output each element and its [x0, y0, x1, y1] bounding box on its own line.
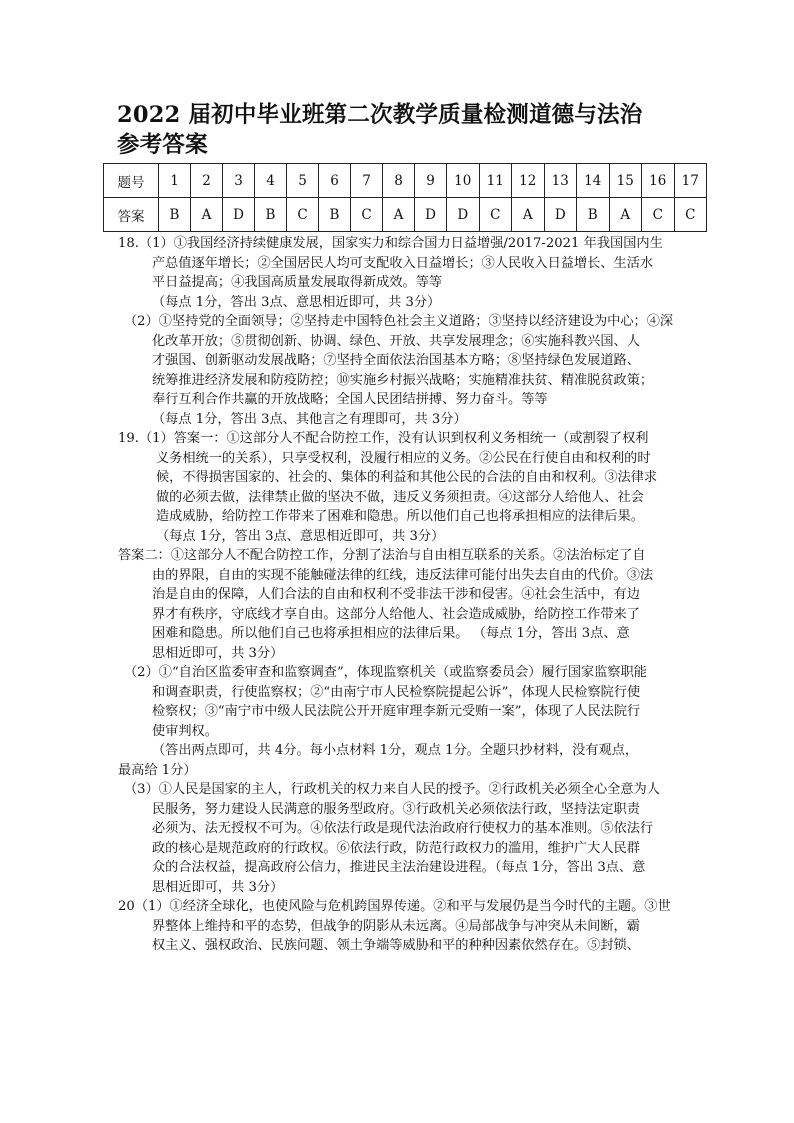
table-cell: D: [544, 198, 577, 232]
table-cell: 5: [287, 164, 319, 198]
table-cell: B: [319, 198, 351, 232]
text-line: 检察权；③“南宁市中级人民法院公开开庭审理李新元受贿一案”，体现了人民法院行: [152, 704, 641, 719]
text-line: 义务相统一的关系），只享受权利，没履行相应的义务。②公民在行使自由和权利的时: [156, 450, 651, 466]
table-cell: 9: [415, 164, 447, 198]
table-cell: B: [159, 198, 191, 232]
table-cell: 15: [609, 164, 642, 198]
text-line: 做的必须去做，法律禁止做的坚决不做，违反义务须担责。④这部分人给他人、社会: [156, 489, 644, 505]
text-line: 化改革开放；⑤贯彻创新、协调、绿色、开放、共享发展理念；⑥实施科教兴国、人: [152, 333, 640, 349]
table-cell: A: [383, 198, 415, 232]
row-header-answer: 答案: [104, 198, 159, 232]
text-line: 才强国、创新驱动发展战略；⑦坚持全面依法治国基本方略；⑧坚持绿色发展道路、: [152, 353, 640, 368]
title-line-1: 2022 届初中毕业班第二次教学质量检测道德与法治: [117, 102, 643, 128]
table-cell: D: [415, 198, 447, 232]
table-cell: 6: [319, 164, 351, 198]
text-line: 众的合法权益，提高政府公信力，推进民主法治建设进程。（每点 1分，答出 3点、意: [152, 860, 646, 875]
text-line: 和调查职责，行使监察权；②“由南宁市人民检察院提起公诉”，体现人民检察院行使: [152, 684, 641, 700]
text-line: 答案二：①这部分人不配合防控工作，分割了法治与自由相互联系的关系。②法治标定了自: [118, 548, 646, 563]
table-cell: 8: [383, 164, 415, 198]
table-row-numbers: [104, 164, 707, 198]
table-cell: 2: [191, 164, 223, 198]
text-line: 统筹推进经济发展和防疫防控；⑩实施乡村振兴战略；实施精准扶贫、精准脱贫政策；: [152, 372, 654, 388]
document-title: [117, 100, 717, 160]
table-cell: D: [223, 198, 255, 232]
answer-body: [118, 234, 678, 956]
table-cell: B: [577, 198, 610, 232]
answer-table: [103, 163, 707, 232]
text-line: 平日益提高；④我国高质量发展取得新成效。等等: [152, 275, 443, 290]
text-line: 界整体上维持和平的态势，但战争的阴影从未远离。④局部战争与冲突从未间断，霸: [152, 918, 640, 934]
table-cell: 7: [351, 164, 383, 198]
text-line: 奉行互利合作共赢的开放战略；全国人民团结拼搏、努力奋斗。等等: [152, 392, 548, 407]
text-line: 困难和隐患。所以他们自己也将承担相应的法律后果。 （每点 1分，答出 3点、意: [152, 626, 630, 641]
text-line: 权主义、强权政治、民族问题、领土争端等威胁和平的种种因素依然存在。⑤封锁、: [152, 938, 640, 953]
title-line-2: 参考答案: [117, 132, 208, 158]
table-cell: 16: [642, 164, 675, 198]
row-header-number: 题号: [104, 164, 159, 198]
text-line: 政的核心是规范政府的行政权。⑥依法行政，防范行政权力的滥用，维护广大人民群: [152, 840, 640, 856]
table-cell: 13: [544, 164, 577, 198]
table-cell: A: [609, 198, 642, 232]
text-line: （2）①坚持党的全面领导；②坚持走中国特色社会主义道路；③坚持以经济建设为中心；④深: [124, 314, 674, 329]
text-line: 民服务，努力建设人民满意的服务型政府。③行政机关必须依法行政，坚持法定职责: [152, 801, 640, 817]
table-cell: 11: [479, 164, 512, 198]
text-line: 19.（1）答案一：①这部分人不配合防控工作，没有认识到权利义务相统一（或割裂了权利: [118, 431, 649, 446]
scoring-note: 最高给 1分）: [118, 762, 197, 778]
text-line: 治是自由的保障，人们合法的自由和权利不受非法干涉和侵害。④社会生活中，有边: [152, 587, 640, 602]
text-line: 18.（1）①我国经济持续健康发展，国家实力和综合国力日益增强/2017-2021 年我国国内生: [118, 236, 663, 251]
table-cell: 3: [223, 164, 255, 198]
scoring-note: （每点 1分，答出 3点、意思相近即可，共 3分）: [152, 294, 441, 310]
table-cell: C: [642, 198, 675, 232]
table-cell: C: [351, 198, 383, 232]
table-cell: B: [255, 198, 287, 232]
text-line: 思相近即可，共 3分）: [152, 645, 284, 661]
table-cell: 17: [674, 164, 707, 198]
text-line: （3）①人民是国家的主人，行政机关的权力来自人民的授予。②行政机关必须全心全意为人: [124, 782, 660, 797]
scoring-note: （每点 1分，答出 3点、意思相近即可，共 3分）: [156, 528, 445, 544]
table-cell: 10: [447, 164, 480, 198]
table-cell: 12: [512, 164, 545, 198]
text-line: 必须为、法无授权不可为。④依法行政是现代法治政府行使权力的基本准则。⑤依法行: [152, 821, 654, 836]
text-line: 界才有秩序，守底线才享自由。这部分人给他人、社会造成威胁，给防控工作带来了: [152, 606, 640, 622]
table-cell: C: [479, 198, 512, 232]
scoring-note: （每点 1分，答出 3点、其他言之有理即可，共 3分）: [152, 411, 467, 427]
text-line: 使审判权。: [152, 723, 218, 739]
text-line: 候，不得损害国家的、社会的、集体的利益和其他公民的合法的自由和权利。③法律求: [156, 470, 658, 485]
table-cell: 14: [577, 164, 610, 198]
text-line: 由的界限，自由的实现不能触碰法律的红线，违反法律可能付出失去自由的代价。③法: [152, 567, 654, 583]
table-cell: C: [674, 198, 707, 232]
text-line: 造成威胁，给防控工作带来了困难和隐患。所以他们自己也将承担相应的法律后果。: [156, 509, 644, 524]
text-line: 20（1）①经济全球化，也使风险与危机跨国界传递。②和平与发展仍是当今时代的主题。③世: [118, 899, 671, 914]
scoring-note: （答出两点即可，共 4分。每小点材料 1分，观点 1分。全题只抄材料，没有观点，: [152, 743, 639, 758]
text-line: 产总值逐年增长；②全国居民人均可支配收入日益增长；③人民收入日益增长、生活水: [152, 255, 654, 271]
table-cell: A: [512, 198, 545, 232]
text-line: 思相近即可，共 3分）: [152, 879, 284, 895]
table-cell: C: [287, 198, 319, 232]
table-cell: 4: [255, 164, 287, 198]
text-line: （2）①“自治区监委审查和监察调查”，体现监察机关（或监察委员会）履行国家监察职能: [124, 665, 647, 680]
table-row-answers: [104, 198, 707, 232]
table-cell: A: [191, 198, 223, 232]
table-cell: 1: [159, 164, 191, 198]
table-cell: D: [447, 198, 480, 232]
